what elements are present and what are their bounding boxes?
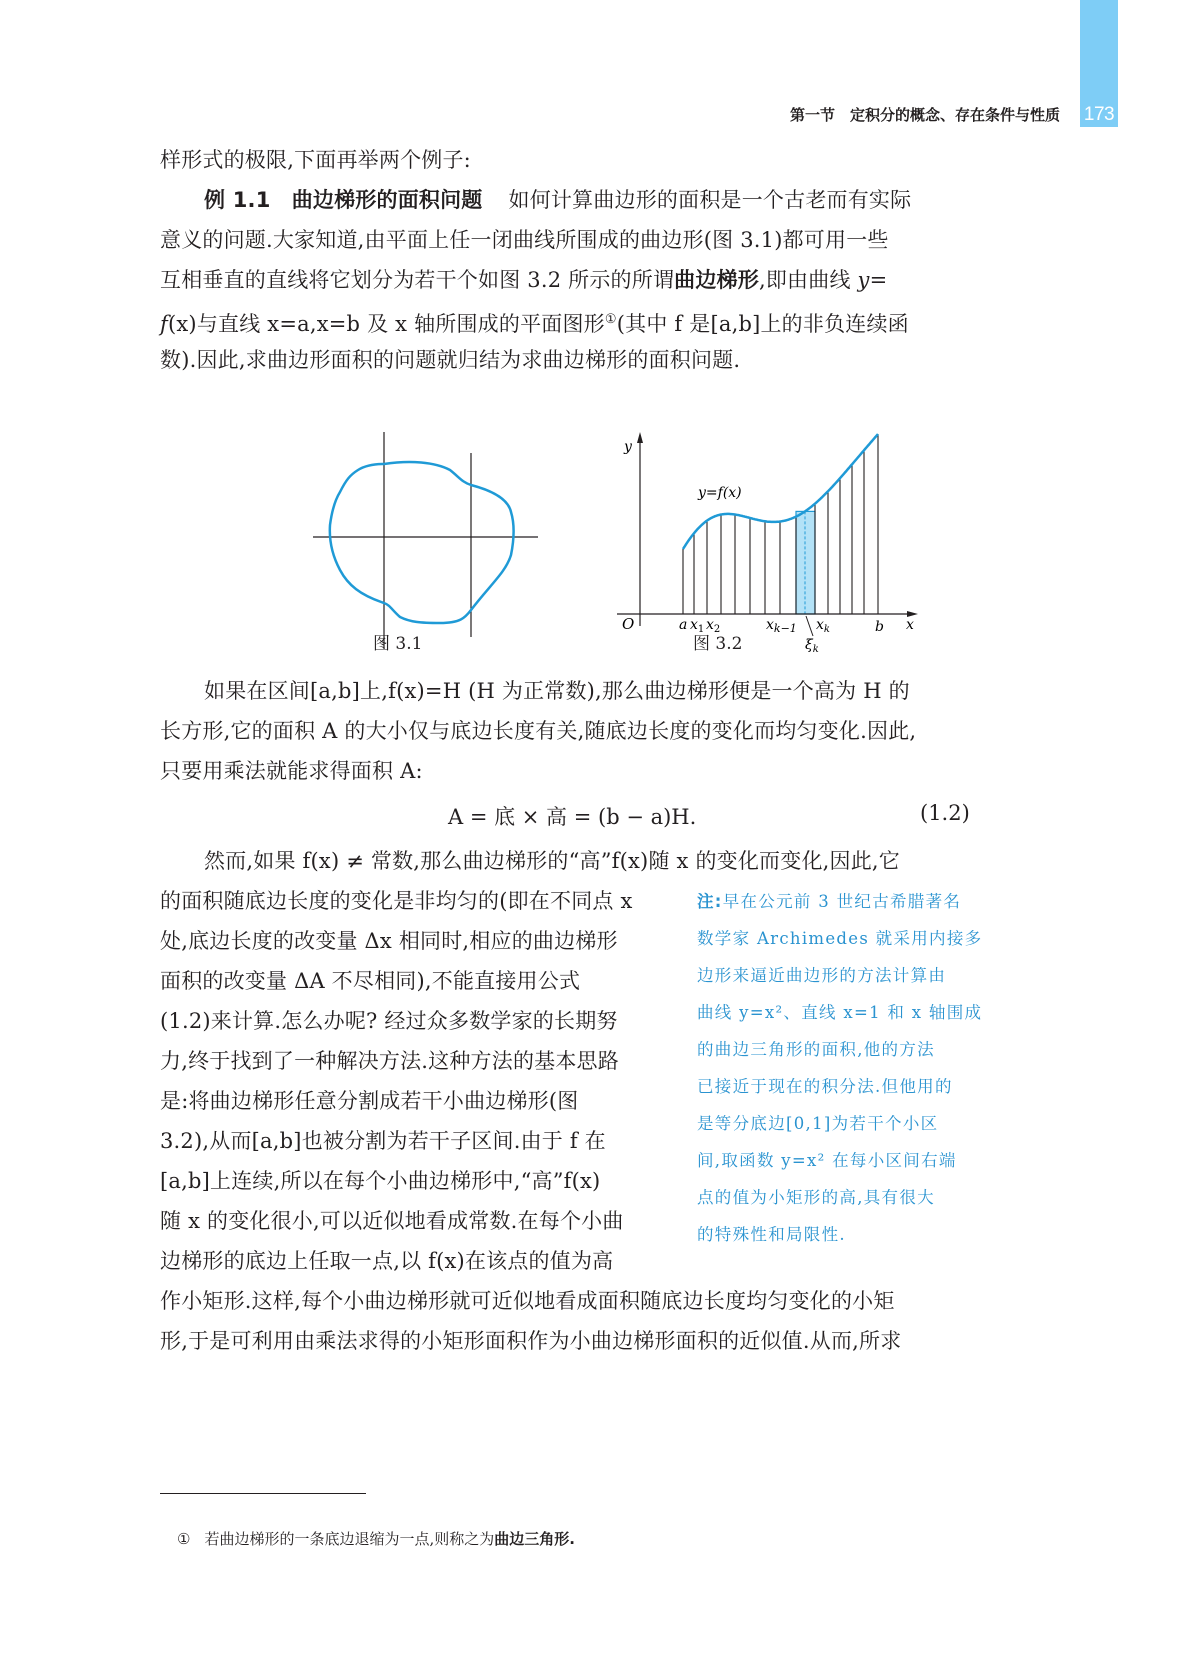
text-span: ,即由曲线 [758,268,858,292]
x-axis-label: x [906,617,914,633]
sidenote-text: 间,取函数 y=x² 在每小区间右端 [697,1151,957,1170]
text-line: (1.2)来计算.怎么办呢? 经过众多数学家的长期努 [160,1009,618,1033]
footnote-mark: ① [177,1530,191,1548]
sidenote-line [697,890,987,914]
text-span: 如何计算曲边形的面积是一个古老而有实际 [508,188,912,212]
sidenote-text: 已接近于现在的积分法.但他用的 [697,1077,953,1096]
page-number: 173 [1083,104,1115,125]
footnote-text: 若曲边梯形的一条底边退缩为一点,则称之为 [204,1530,495,1548]
sidenote-text: 的曲边三角形的面积,他的方法 [697,1040,935,1059]
running-title: 第一节 定积分的概念、存在条件与性质 [789,106,1060,124]
equation-number: (1.2) [920,801,970,825]
sidenote-line [697,927,987,951]
sidenote-text: 曲线 y=x²、直线 x=1 和 x 轴围成 [697,1003,983,1022]
xi-label: $\xi_k$ [805,637,819,655]
footnote [177,1528,575,1549]
sidenote-line [697,1223,987,1247]
tick-xk-1: $x_{k-1}$ [766,617,797,635]
sidenote-line [697,1149,987,1173]
closed-curve [330,462,514,623]
term-curved-trapezoid: 曲边梯形 [674,268,759,292]
text-line: 3.2),从而[a,b]也被分割为若干子区间.由于 f 在 [160,1129,606,1153]
text-line: 边梯形的底边上任取一点,以 f(x)在该点的值为高 [160,1249,614,1273]
text-line: 样形式的极限,下面再举两个例子: [160,148,471,172]
y-axis-label: y [624,439,632,455]
tick-x2: $x_2$ [706,617,721,635]
text-line: 作小矩形.这样,每个小曲边梯形就可近似地看成面积随底边长度均匀变化的小矩 [160,1289,895,1313]
text-line: 的面积随底边长度的变化是非均匀的(即在不同点 x [160,889,633,913]
sidenote-text: 数学家 Archimedes 就采用内接多 [697,929,983,948]
text-line: 只要用乘法就能求得面积 A: [160,759,423,783]
sidenote-text: 早在公元前 3 世纪古希腊著名 [722,892,962,911]
sidenote-line [697,1186,987,1210]
footnote-ref[interactable]: ① [604,312,617,327]
text-line: 数).因此,求曲边形面积的问题就归结为求曲边梯形的面积问题. [160,348,741,372]
text-line: 面积的改变量 ΔA 不尽相同),不能直接用公式 [160,969,581,993]
sidenote-label: 注: [697,892,723,911]
figure-3-1 [280,400,560,630]
sidenote-line [697,1038,987,1062]
tick-a: a [679,617,688,633]
math-span: y= [857,268,888,292]
sidenote-line [697,1075,987,1099]
sidenote-text: 是等分底边[0,1]为若干个小区 [697,1114,939,1133]
text-line: 力,终于找到了一种解决方法.这种方法的基本思路 [160,1049,619,1073]
text-line [160,306,982,338]
text-line: [a,b]上连续,所以在每个小曲边梯形中,“高”f(x) [160,1169,601,1193]
text-span: (其中 f 是[a,b]上的非负连续函 [616,312,909,336]
tick-x1: $x_1$ [690,617,705,635]
partition-lines [683,434,878,614]
sidenote-text: 的特殊性和局限性. [697,1225,846,1244]
figure-caption: 图 3.1 [373,634,423,654]
sidenote-line [697,1112,987,1136]
text-line: 是:将曲边梯形任意分割成若干小曲边梯形(图 [160,1089,579,1113]
text-span: 互相垂直的直线将它划分为若干个如图 3.2 所示的所谓 [160,268,675,292]
sidenote-line [697,1001,987,1025]
text-line: 随 x 的变化很小,可以近似地看成常数.在每个小曲 [160,1209,624,1233]
figure-caption: 图 3.2 [693,634,743,654]
text-line: 如果在区间[a,b]上,f(x)=H (H 为正常数),那么曲边梯形便是一个高为 H 的 [204,679,910,703]
text-line: 处,底边长度的改变量 Δx 相同时,相应的曲边梯形 [160,929,618,953]
sidenote-line [697,964,987,988]
curve-label: y=f(x) [698,485,742,501]
tick-b: b [875,619,884,635]
tick-xk-1-subscript: k−1 [773,622,797,635]
origin-label: O [622,615,635,633]
equation: A = 底 × 高 = (b − a)H. [448,805,697,829]
text-line: 长方形,它的面积 A 的大小仅与底边长度有关,随底边长度的变化而均匀变化.因此, [160,719,917,743]
text-line [160,266,982,294]
text-span: (x)与直线 x=a,x=b 及 x 轴所围成的平面图形 [167,312,605,336]
text-line [160,186,982,214]
math-span: f [160,312,168,336]
sidenote-text: 点的值为小矩形的高,具有很大 [697,1188,935,1207]
example-label: 例 1.1 曲边梯形的面积问题 [204,188,483,212]
footnote-rule [160,1493,366,1494]
xi-pointer [806,616,813,636]
text-line: 然而,如果 f(x) ≠ 常数,那么曲边梯形的“高”f(x)随 x 的变化而变化,因此,它 [204,849,900,873]
tick-xk: $x_k$ [816,617,830,635]
text-line: 形,于是可利用由乘法求得的小矩形面积作为小曲边梯形面积的近似值.从而,所求 [160,1329,902,1353]
footnote-term: 曲边三角形. [494,1530,575,1548]
y-axis-arrow [637,432,643,443]
sidenote-text: 边形来逼近曲边形的方法计算由 [697,966,947,985]
text-line: 意义的问题.大家知道,由平面上任一闭曲线所围成的曲边形(图 3.1)都可用一些 [160,228,889,252]
